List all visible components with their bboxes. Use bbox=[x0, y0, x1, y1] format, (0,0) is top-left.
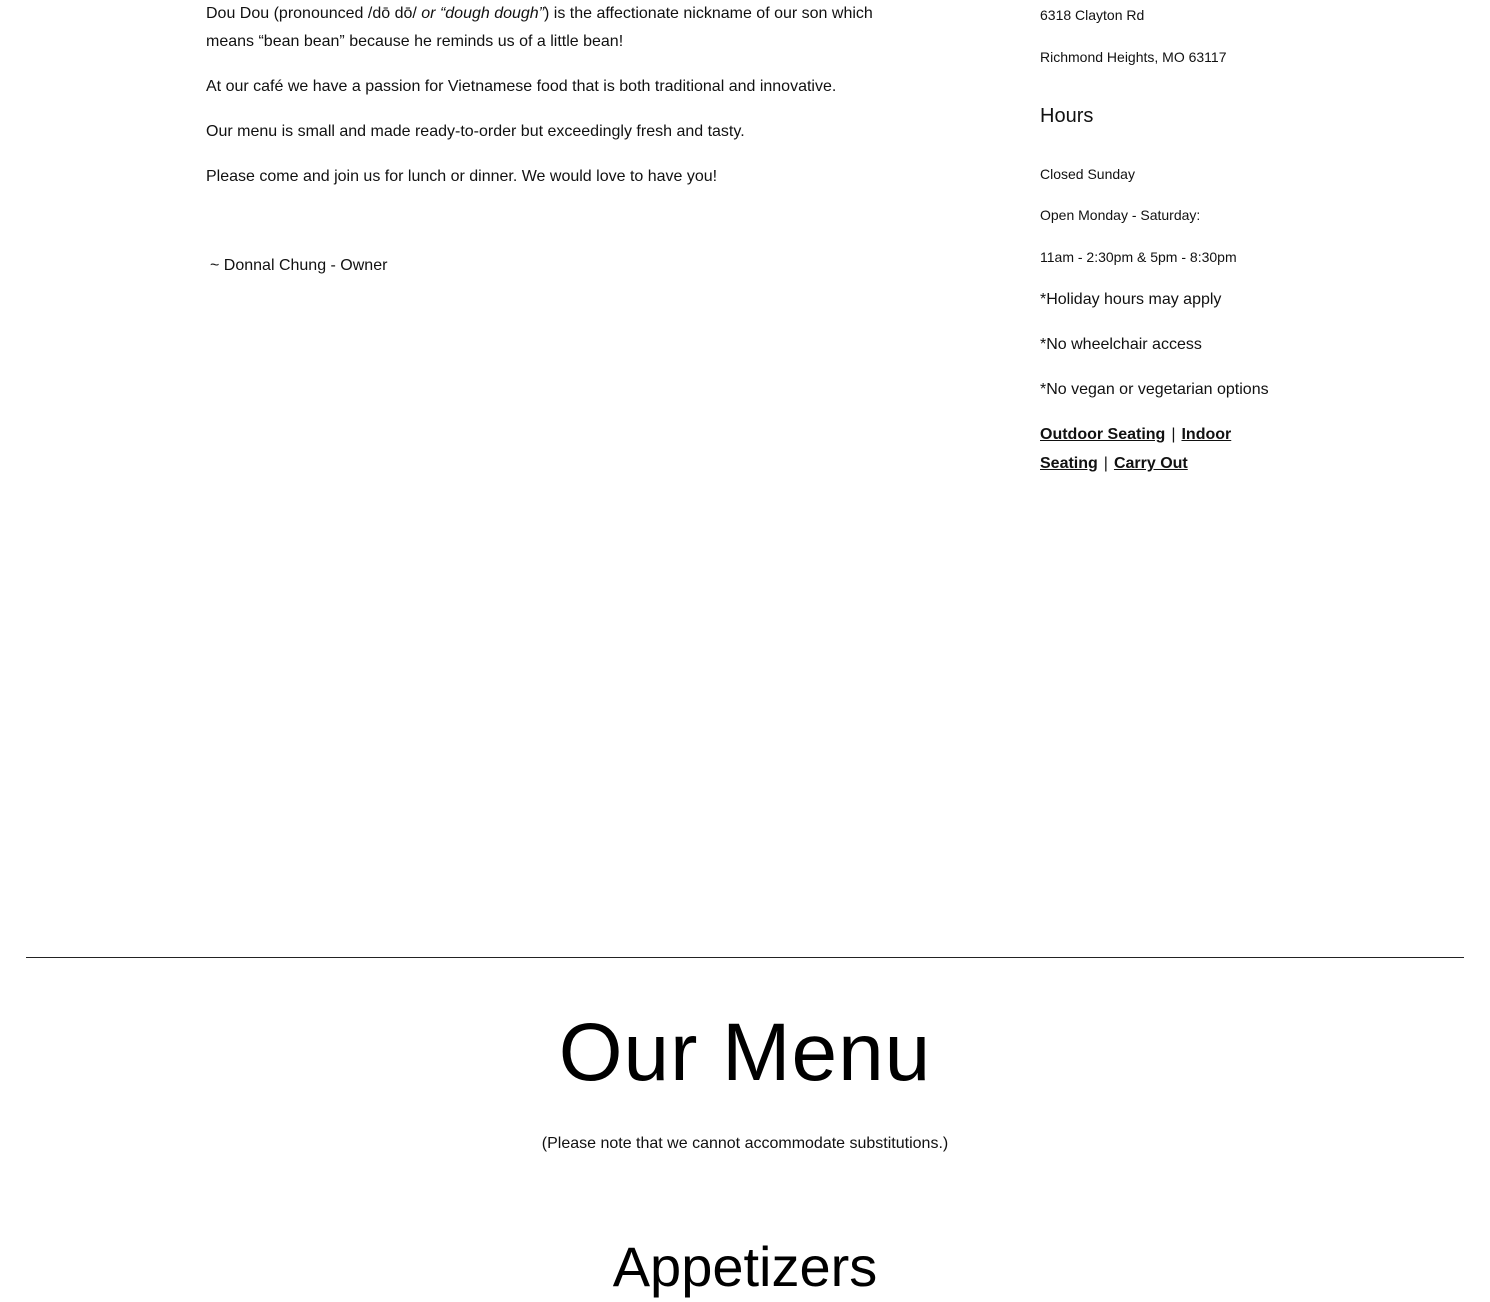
link-separator: | bbox=[1171, 426, 1176, 443]
owner-signature: ~ Donnal Chung - Owner bbox=[210, 257, 388, 274]
section-divider bbox=[26, 957, 1464, 958]
indoor-seating-link[interactable]: Indoor Seating bbox=[1040, 426, 1232, 472]
intro-paragraph-2: At our café we have a passion for Vietnamese food that is both traditional and innovative. bbox=[206, 78, 837, 95]
appetizers-heading: Appetizers bbox=[612, 1235, 878, 1298]
service-links bbox=[1040, 420, 1250, 478]
intro-section bbox=[206, 0, 906, 297]
hours-open-days: Open Monday - Saturday: bbox=[1040, 207, 1201, 223]
menu-title: Our Menu bbox=[558, 1007, 932, 1098]
address-line-2: Richmond Heights, MO 63117 bbox=[1040, 49, 1227, 65]
outdoor-seating-link[interactable]: Outdoor Seating bbox=[1040, 426, 1166, 443]
substitution-note: (Please note that we cannot accommodate substitutions.) bbox=[541, 1135, 949, 1152]
intro-paragraph-4: Please come and join us for lunch or dinner. We would love to have you! bbox=[206, 168, 718, 185]
address-line-1: 6318 Clayton Rd bbox=[1040, 7, 1145, 23]
link-separator: | bbox=[1103, 455, 1108, 472]
note-wheelchair: *No wheelchair access bbox=[1040, 336, 1202, 353]
note-holiday: *Holiday hours may apply bbox=[1040, 291, 1222, 308]
hours-times: 11am - 2:30pm & 5pm - 8:30pm bbox=[1040, 249, 1237, 265]
intro-p1-pronunciation: or “dough dough” bbox=[421, 5, 545, 22]
intro-p1-rest: ) is the affectionate nickname of our son which means “bean bean” because he reminds us of a little bean! bbox=[206, 5, 873, 50]
intro-paragraph-1 bbox=[206, 0, 906, 56]
intro-paragraph-3: Our menu is small and made ready-to-order but exceedingly fresh and tasty. bbox=[206, 123, 745, 140]
carry-out-link[interactable]: Carry Out bbox=[1113, 455, 1188, 472]
note-vegan: *No vegan or vegetarian options bbox=[1040, 381, 1269, 398]
hours-closed: Closed Sunday bbox=[1040, 166, 1135, 182]
intro-p1-text: Dou Dou (pronounced /dō dō/ bbox=[206, 5, 422, 22]
hours-heading: Hours bbox=[1040, 105, 1094, 127]
